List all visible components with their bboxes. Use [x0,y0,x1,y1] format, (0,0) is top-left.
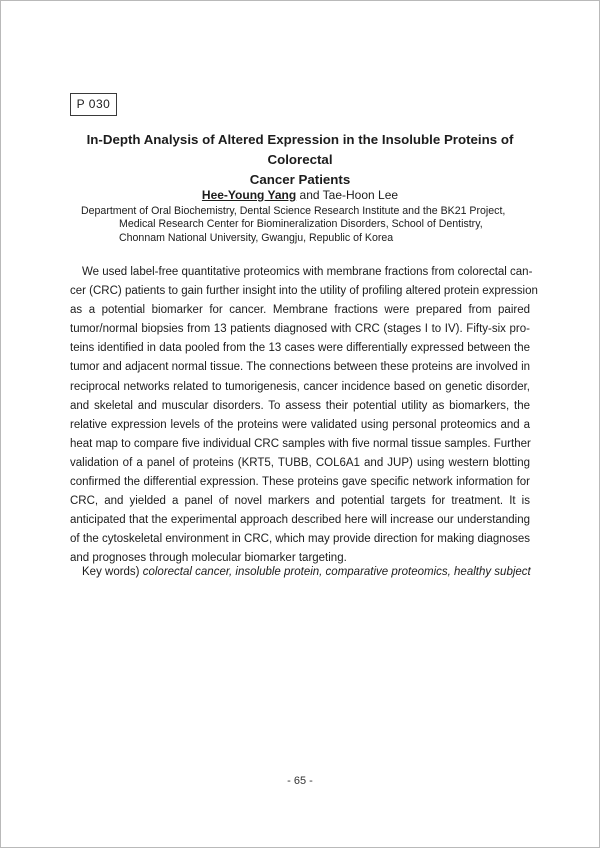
abstract-body [70,263,538,569]
abstract-line: and skeletal and muscular disorders. To assess their potential utility as biomarkers, the [70,399,530,412]
abstract-line: confirmed the differential expression. These proteins gave specific network information for [70,476,530,489]
abstract-line: reciprocal networks related to tumorigenesis, cancer incidence based on genetic disorder, [70,380,530,393]
affiliation-line-2: Medical Research Center for Biomineralization Disorders, School of Dentistry, [119,218,483,231]
abstract-line: relative expression levels of the proteins were validated using personal proteomics and a [70,418,530,431]
affiliation [81,205,529,245]
presenting-author: Hee-Young Yang [201,188,297,202]
abstract-line: We used label-free quantitative proteomics with membrane fractions from colorectal can- [82,266,533,278]
author-line [60,187,540,203]
keywords-label: Key words) [82,566,140,578]
abstract-line: of the cytoskeletal environment in CRC, which may provide direction for making diagnoses [70,533,530,546]
abstract-line: as a potential biomarker for cancer. Membrane fractions were prepared from paired [70,304,530,317]
abstract-line: heat map to compare five individual CRC samples with five normal tissue samples. Further [70,437,531,450]
abstract-line: tumor and adjacent normal tissue. The connections between these proteins are involved in [70,361,531,374]
affiliation-line-3: Chonnam National University, Gwangju, Republic of Korea [119,231,394,244]
affiliation-line-1: Department of Oral Biochemistry, Dental Science Research Institute and the BK21 Project, [81,205,506,217]
abstract-line: tumor/normal biopsies from 13 patients diagnosed with CRC (stages I to IV). Fifty-six pro- [70,323,530,336]
abstract-code-box: P 030 [70,93,117,116]
abstract-line: CRC, and yielded a panel of novel markers and potential targets for treatment. It is [70,495,530,508]
abstract-line: cer (CRC) patients to gain further insight into the utility of profiling altered protein expression [70,285,538,298]
keywords-terms: colorectal cancer, insoluble protein, comparative proteomics, healthy subject [142,566,531,578]
paper-title [60,130,540,190]
abstract-line: validation of a panel of proteins (KRT5, TUBB, COL6A1 and JUP) using western blotting [70,456,530,469]
abstract-line: and prognoses through molecular biomarker targeting. [70,552,347,565]
keywords [82,563,542,582]
abstract-line: teins identified in data pooled from the 13 cases were differentially expressed between the [70,342,530,355]
author-connector: and [299,188,320,202]
title-line-1: In-Depth Analysis of Altered Expression in the Insoluble Proteins of Colorectal [86,132,514,167]
coauthor: Tae-Hoon Lee [322,188,399,202]
title-line-2: Cancer Patients [249,172,351,187]
page-number: - 65 - [287,775,313,787]
abstract-line: anticipated that the experimental approach described here will increase our understanding [70,514,530,527]
